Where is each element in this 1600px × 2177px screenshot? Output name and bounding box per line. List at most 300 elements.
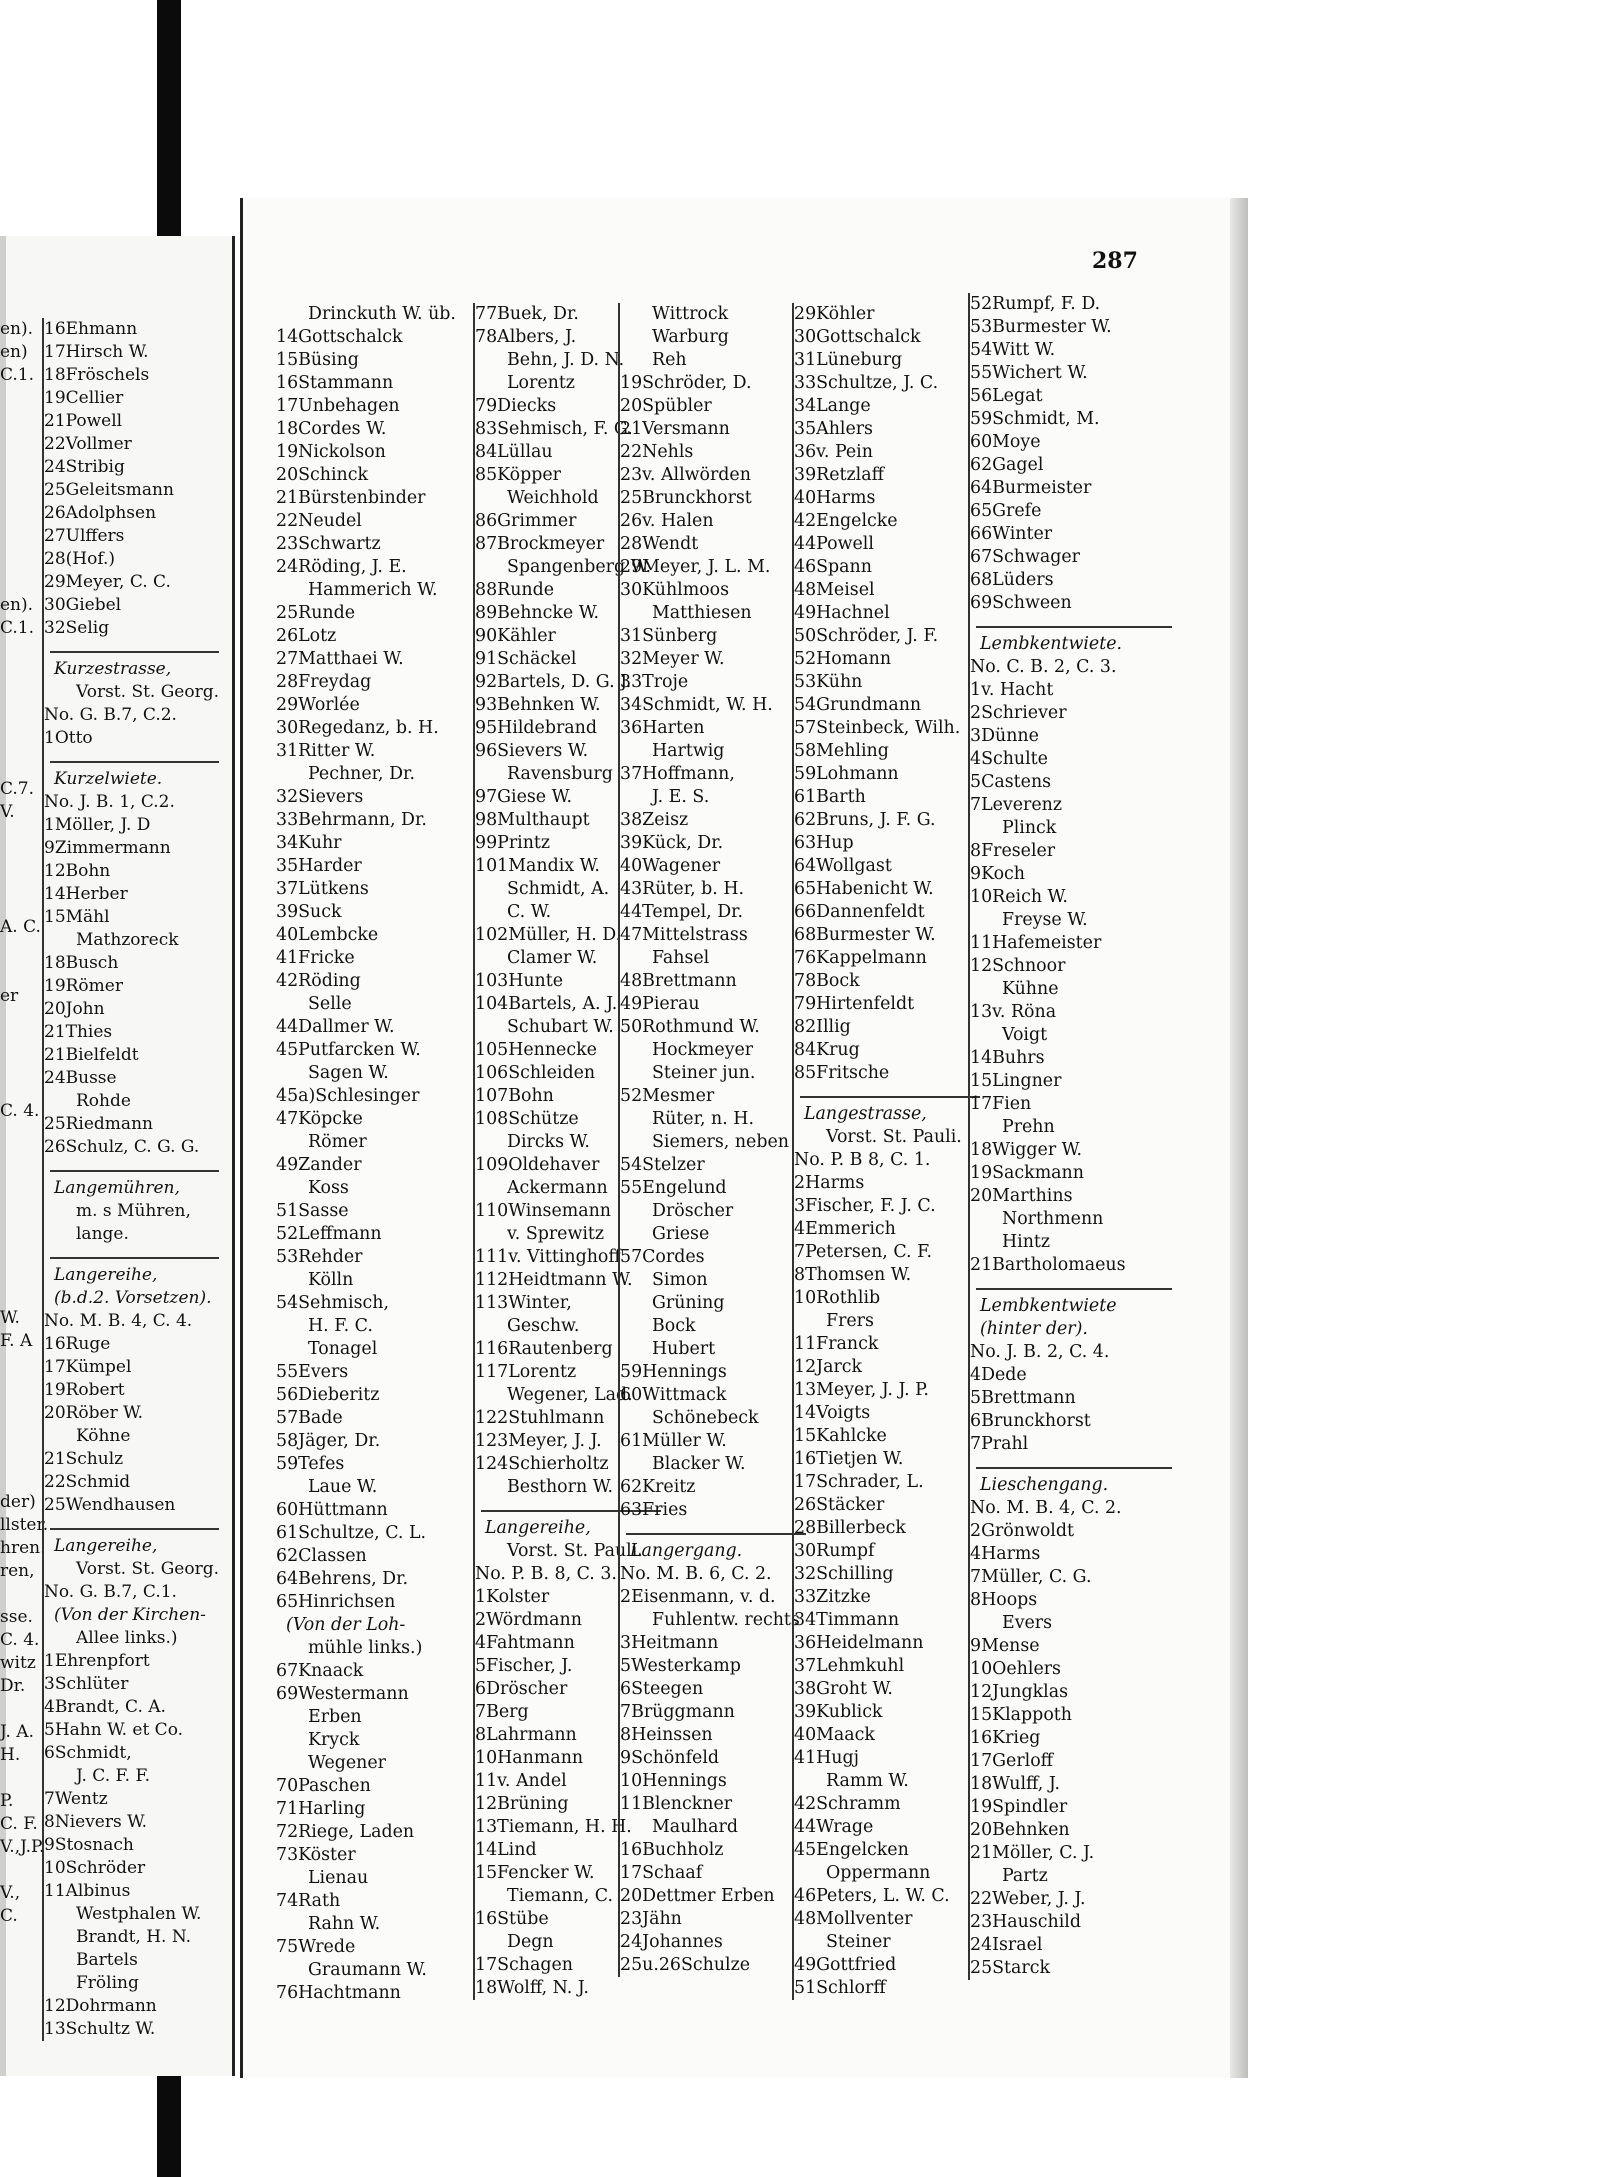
directory-entry: Geschw. [507, 1316, 580, 1336]
directory-entry: 19Sackmann [970, 1163, 1084, 1183]
directory-entry: 8Freseler [970, 841, 1056, 861]
directory-entry: Degn [507, 1932, 554, 1952]
directory-entry: 10Oehlers [970, 1659, 1061, 1679]
directory-entry: Kryck [308, 1730, 360, 1750]
directory-entry: Siemers, neben [652, 1132, 789, 1152]
directory-entry: 15Lingner [970, 1071, 1062, 1091]
directory-entry: No. M. B. 4, C. 2. [970, 1498, 1122, 1518]
directory-entry: 18Wigger W. [970, 1140, 1083, 1160]
directory-entry: 46Peters, L. W. C. [794, 1886, 950, 1906]
directory-entry [0, 1215, 40, 1238]
directory-entry: Hartwig [652, 741, 725, 761]
directory-entry: 84Lüllau [475, 442, 553, 462]
directory-entry: F. A [0, 1331, 33, 1351]
directory-entry: Grüning [652, 1293, 725, 1313]
directory-entry: 39Retzlaff [794, 465, 884, 485]
directory-entry: Reh [652, 350, 687, 370]
directory-entry: 7Müller, C. G. [970, 1567, 1092, 1587]
directory-entry: 103Hunte [475, 971, 564, 991]
directory-entry [0, 1169, 40, 1192]
directory-entry: 104Bartels, A. J. [475, 994, 618, 1014]
directory-entry [0, 709, 40, 732]
directory-entry: 4Emmerich [794, 1219, 896, 1239]
directory-entry: 13Tiemann, H. H. [475, 1817, 632, 1837]
directory-entry: 17Fien [970, 1094, 1032, 1114]
directory-entry: Kühne [1002, 979, 1059, 999]
directory-entry: 58Jäger, Dr. [276, 1431, 381, 1451]
directory-entry: Wittrock [652, 304, 729, 324]
directory-entry: 65Habenicht W. [794, 879, 934, 899]
directory-entry: 95Hildebrand [475, 718, 597, 738]
directory-entry: No. C. B. 2, C. 3. [970, 657, 1117, 677]
directory-entry: 20Marthins [970, 1186, 1073, 1206]
directory-entry: 47Mittelstrass [620, 925, 748, 945]
directory-entry: 21Möller, C. J. [970, 1843, 1095, 1863]
directory-entry: 88Runde [475, 580, 555, 600]
directory-entry [0, 939, 40, 962]
directory-entry: 25u.26Schulze [620, 1955, 751, 1975]
directory-entry: 13Meyer, J. J. P. [794, 1380, 929, 1400]
directory-entry: Selle [308, 994, 352, 1014]
directory-entry: 108Schütze [475, 1109, 579, 1129]
directory-entry: 9Zimmermann [44, 838, 171, 858]
directory-entry [0, 410, 40, 433]
directory-entry: 116Rautenberg [475, 1339, 613, 1359]
directory-entry: 17Unbehagen [276, 396, 400, 416]
directory-entry: 6Steegen [620, 1679, 704, 1699]
street-heading: Langereihe, [54, 1265, 158, 1285]
directory-entry: 38Zeisz [620, 810, 689, 830]
directory-entry: 111v. Vittinghoff [475, 1247, 621, 1267]
directory-entry: 61Barth [794, 787, 866, 807]
directory-entry: Fahsel [652, 948, 710, 968]
directory-entry [0, 1031, 40, 1054]
directory-entry: 63Hup [794, 833, 854, 853]
directory-entry: 46Spann [794, 557, 872, 577]
directory-entry: Simon [652, 1270, 708, 1290]
directory-entry: 50Schröder, J. F. [794, 626, 939, 646]
directory-entry: 105Hennecke [475, 1040, 597, 1060]
directory-entry: Wegener, Lad. [507, 1385, 633, 1405]
directory-entry: 61Müller W. [620, 1431, 727, 1451]
directory-entry: 68Lüders [970, 570, 1054, 590]
directory-entry: 34Timmann [794, 1610, 900, 1630]
directory-entry: 101Mandix W. [475, 856, 600, 876]
directory-entry: 22Vollmer [44, 434, 132, 454]
directory-entry: Tiemann, C. [507, 1886, 613, 1906]
directory-entry: Erben [308, 1707, 362, 1727]
directory-entry: 6Schmidt, [44, 1743, 132, 1763]
directory-entry: 10Hanmann [475, 1748, 584, 1768]
directory-entry: 7Prahl [970, 1434, 1029, 1454]
directory-entry: 4Brandt, C. A. [44, 1697, 166, 1717]
directory-entry: No. P. B. 8, C. 3. [475, 1564, 617, 1584]
directory-entry: Warburg [652, 327, 729, 347]
directory-entry: 4Schulte [970, 749, 1048, 769]
section-rule [50, 1246, 219, 1259]
directory-entry: 40Wagener [620, 856, 721, 876]
directory-entry: Kölln [308, 1270, 354, 1290]
directory-entry: 35Ahlers [794, 419, 873, 439]
directory-entry: 123Meyer, J. J. [475, 1431, 602, 1451]
directory-entry: Evers [1002, 1613, 1053, 1633]
directory-entry: Tonagel [308, 1339, 378, 1359]
directory-entry: V., [0, 1883, 21, 1903]
directory-entry: lange. [76, 1224, 129, 1244]
directory-entry: 36Heidelmann [794, 1633, 924, 1653]
directory-entry: 29Meyer, C. C. [44, 572, 171, 592]
directory-entry: 14Gottschalck [276, 327, 403, 347]
directory-entry: 76Kappelmann [794, 948, 927, 968]
directory-entry: Wegener [308, 1753, 386, 1773]
directory-entry: Schmidt, A. [507, 879, 610, 899]
directory-entry: 49Zander [276, 1155, 362, 1175]
directory-entry: 7Wentz [44, 1789, 108, 1809]
directory-entry: 41Hugj [794, 1748, 860, 1768]
directory-entry: 63Fries [620, 1500, 688, 1520]
directory-entry: 17Gerloff [970, 1751, 1054, 1771]
directory-entry: Clamer W. [507, 948, 598, 968]
section-rule [976, 1456, 1172, 1469]
directory-entry [0, 1146, 40, 1169]
directory-entry: 22Weber, J. J. [970, 1889, 1086, 1909]
directory-entry: 37Hoffmann, [620, 764, 735, 784]
directory-entry: 10Hennings [620, 1771, 727, 1791]
street-heading: Langereihe, [54, 1536, 158, 1556]
directory-entry: Schönebeck [652, 1408, 759, 1428]
street-heading: Lembkentwiete. [980, 634, 1123, 654]
directory-entry [0, 870, 40, 893]
directory-entry: 5Hahn W. et Co. [44, 1720, 184, 1740]
directory-entry: 54Stelzer [620, 1155, 705, 1175]
directory-entry: 15Mähl [44, 907, 110, 927]
directory-entry: 122Stuhlmann [475, 1408, 605, 1428]
directory-entry: 78Bock [794, 971, 860, 991]
directory-entry: 26Schulz, C. G. G. [44, 1137, 200, 1157]
directory-entry: 25Riedmann [44, 1114, 153, 1134]
directory-entry: 21Thies [44, 1022, 113, 1042]
directory-entry: 29Köhler [794, 304, 875, 324]
directory-entry: 17Schagen [475, 1955, 573, 1975]
directory-entry: 23Jähn [620, 1909, 682, 1929]
directory-entry: 79Diecks [475, 396, 557, 416]
directory-entry [0, 525, 40, 548]
street-heading: Kurzestrasse, [54, 659, 172, 679]
directory-entry: Brandt, H. N. [76, 1927, 192, 1947]
directory-entry: 24Röding, J. E. [276, 557, 407, 577]
directory-entry: 45a)Schlesinger [276, 1086, 420, 1106]
directory-entry: 7Petersen, C. F. [794, 1242, 932, 1262]
directory-entry: 60Hüttmann [276, 1500, 388, 1520]
directory-entry: 34Kuhr [276, 833, 342, 853]
directory-entry: C. [0, 1906, 18, 1926]
directory-entry: 26Stäcker [794, 1495, 885, 1515]
directory-entry: 31Lüneburg [794, 350, 903, 370]
directory-entry: 19Spindler [970, 1797, 1068, 1817]
directory-entry: Rohde [76, 1091, 131, 1111]
directory-entry [0, 1583, 40, 1606]
directory-entry: 32Selig [44, 618, 110, 638]
directory-entry: 36Harten [620, 718, 705, 738]
directory-entry: 37Lütkens [276, 879, 369, 899]
directory-entry: 1Möller, J. D [44, 815, 151, 835]
directory-entry [0, 1008, 40, 1031]
directory-entry: 49Hachnel [794, 603, 890, 623]
directory-entry [0, 1123, 40, 1146]
directory-entry: 9Mense [970, 1636, 1040, 1656]
directory-entry: 26Adolphsen [44, 503, 157, 523]
directory-entry: (hinter der). [980, 1319, 1088, 1339]
directory-entry: 8Heinssen [620, 1725, 713, 1745]
directory-entry: 15Kahlcke [794, 1426, 887, 1446]
directory-entry: 55Engelund [620, 1178, 727, 1198]
directory-entry: Graumann W. [308, 1960, 427, 1980]
directory-entry: 51Sasse [276, 1201, 349, 1221]
directory-entry: Spangenberg W. [507, 557, 651, 577]
directory-entry: 48Mollventer [794, 1909, 913, 1929]
directory-entry: No. P. B 8, C. 1. [794, 1150, 931, 1170]
directory-entry: 1v. Hacht [970, 680, 1054, 700]
directory-entry [0, 1238, 40, 1261]
directory-entry: 17Kümpel [44, 1357, 132, 1377]
directory-entry: 19Nickolson [276, 442, 386, 462]
directory-entry: 20Röber W. [44, 1403, 144, 1423]
directory-entry [0, 755, 40, 778]
directory-entry: 28Billerbeck [794, 1518, 906, 1538]
directory-entry: 54Sehmisch, [276, 1293, 389, 1313]
directory-entry: 42Röding [276, 971, 361, 991]
directory-entry: C.7. [0, 779, 35, 799]
street-heading: Langergang. [630, 1541, 743, 1561]
directory-entry: 20Schinck [276, 465, 369, 485]
directory-entry: 1Kolster [475, 1587, 550, 1607]
directory-entry [0, 479, 40, 502]
directory-entry: 11v. Andel [475, 1771, 567, 1791]
directory-entry: 54Witt W. [970, 340, 1056, 360]
directory-entry: 5Westerkamp [620, 1656, 741, 1676]
directory-entry: 2Schriever [970, 703, 1067, 723]
directory-entry: H. [0, 1745, 21, 1765]
directory-entry: 55Wichert W. [970, 363, 1088, 383]
directory-entry: 35Harder [276, 856, 362, 876]
directory-entry: 39Kück, Dr. [620, 833, 724, 853]
directory-entry: C. 4. [0, 1630, 40, 1650]
directory-entry: 23Schwartz [276, 534, 381, 554]
directory-entry: 18Wolff, N. J. [475, 1978, 589, 1998]
directory-entry [0, 571, 40, 594]
directory-entry: Koss [308, 1178, 349, 1198]
directory-entry: 30Rumpf [794, 1541, 875, 1561]
directory-entry: 16Ruge [44, 1334, 111, 1354]
directory-entry [0, 1353, 40, 1376]
directory-entry: 65Hinrichsen [276, 1592, 396, 1612]
directory-entry: 10Schröder [44, 1858, 146, 1878]
section-rule [50, 640, 219, 653]
directory-entry: 12Jarck [794, 1357, 863, 1377]
directory-entry: 17Hirsch W. [44, 342, 149, 362]
directory-entry: mühle links.) [308, 1638, 423, 1658]
directory-entry: ren, [0, 1561, 35, 1581]
directory-entry: 97Giese W. [475, 787, 572, 807]
directory-entry: 78Albers, J. [475, 327, 577, 347]
directory-entry: 7Brüggmann [620, 1702, 735, 1722]
directory-entry: der) [0, 1492, 36, 1512]
directory-entry: Maulhard [652, 1817, 738, 1837]
directory-entry: 76Hachtmann [276, 1983, 401, 2003]
directory-entry: Ramm W. [826, 1771, 909, 1791]
directory-entry: 21Bürstenbinder [276, 488, 426, 508]
directory-entry: Hintz [1002, 1232, 1051, 1252]
directory-entry: Laue W. [308, 1477, 378, 1497]
directory-entry [0, 1445, 40, 1468]
directory-column-5 [968, 293, 1172, 1980]
directory-entry: 39Suck [276, 902, 342, 922]
directory-entry: 19Robert [44, 1380, 125, 1400]
directory-entry: 24Stribig [44, 457, 125, 477]
directory-entry: 48Brettmann [620, 971, 737, 991]
directory-entry: Vorst. St. Pauli. [507, 1541, 643, 1561]
directory-entry: 4Harms [970, 1544, 1041, 1564]
directory-entry: 2Eisenmann, v. d. [620, 1587, 776, 1607]
directory-entry: Vorst. St. Georg. [76, 1559, 220, 1579]
directory-entry: 16Krieg [970, 1728, 1041, 1748]
directory-entry: 5Castens [970, 772, 1052, 792]
directory-entry [0, 548, 40, 571]
directory-entry: hren. [0, 1538, 46, 1558]
directory-entry [0, 732, 40, 755]
directory-entry: C. W. [507, 902, 552, 922]
directory-entry: m. s Mühren, [76, 1201, 191, 1221]
directory-entry: Lorentz [507, 373, 575, 393]
directory-entry: Matthiesen [652, 603, 752, 623]
directory-entry: 40Harms [794, 488, 876, 508]
directory-entry: 14Lind [475, 1840, 537, 1860]
directory-entry: 5Fischer, J. [475, 1656, 573, 1676]
directory-entry: 16Stammann [276, 373, 394, 393]
directory-entry: 26v. Halen [620, 511, 714, 531]
directory-entry [0, 663, 40, 686]
directory-entry: 11Blenckner [620, 1794, 733, 1814]
directory-entry: Blacker W. [652, 1454, 746, 1474]
directory-entry: 11Albinus [44, 1881, 131, 1901]
directory-entry: 22Nehls [620, 442, 694, 462]
directory-entry: 6Dröscher [475, 1679, 568, 1699]
directory-entry: (Von der Kirchen- [54, 1605, 206, 1625]
directory-entry: 60Wittmack [620, 1385, 727, 1405]
directory-entry: 2Wördmann [475, 1610, 582, 1630]
directory-entry: 66Dannenfeldt [794, 902, 925, 922]
directory-entry: (b.d.2. Vorsetzen). [54, 1288, 212, 1308]
directory-entry: 70Paschen [276, 1776, 371, 1796]
directory-entry: Besthorn W. [507, 1477, 614, 1497]
directory-entry: 68Burmester W. [794, 925, 936, 945]
directory-entry [0, 387, 40, 410]
section-rule [976, 615, 1172, 628]
directory-entry: 18Fröschels [44, 365, 150, 385]
directory-entry: 41Fricke [276, 948, 355, 968]
directory-entry: 25Wendhausen [44, 1495, 176, 1515]
directory-entry: Partz [1002, 1866, 1048, 1886]
directory-entry: 17Schrader, L. [794, 1472, 924, 1492]
directory-entry: 30Regedanz, b. H. [276, 718, 439, 738]
directory-entry: 64Burmeister [970, 478, 1092, 498]
directory-entry: Northmenn [1002, 1209, 1104, 1229]
directory-entry: 20Behnken [970, 1820, 1070, 1840]
directory-entry: Behn, J. D. N. [507, 350, 625, 370]
directory-entry: 90Kähler [475, 626, 556, 646]
directory-entry: 11Hafemeister [970, 933, 1102, 953]
directory-entry: No. M. B. 6, C. 2. [620, 1564, 772, 1584]
directory-entry: 23Hauschild [970, 1912, 1081, 1932]
directory-entry: 59Schmidt, M. [970, 409, 1100, 429]
directory-entry: 54Grundmann [794, 695, 922, 715]
directory-entry [0, 433, 40, 456]
directory-entry: 53Burmester W. [970, 317, 1112, 337]
directory-entry: 40Maack [794, 1725, 875, 1745]
street-heading: Langereihe, [485, 1518, 591, 1538]
directory-entry: Mathzoreck [76, 930, 179, 950]
directory-entry: 7Leverenz [970, 795, 1062, 815]
directory-entry: Plinck [1002, 818, 1057, 838]
directory-entry: sse. [0, 1607, 33, 1627]
directory-entry: 28(Hof.) [44, 549, 116, 569]
directory-entry: 84Krug [794, 1040, 860, 1060]
directory-entry: 4Fahtmann [475, 1633, 575, 1653]
directory-entry: 73Köster [276, 1845, 356, 1865]
directory-entry: 124Schierholtz [475, 1454, 609, 1474]
directory-entry: 8Lahrmann [475, 1725, 577, 1745]
directory-entry [0, 686, 40, 709]
directory-entry: 42Engelcke [794, 511, 898, 531]
directory-entry: 33Zitzke [794, 1587, 871, 1607]
directory-entry: 30Gottschalck [794, 327, 921, 347]
directory-entry: 48Meisel [794, 580, 875, 600]
directory-entry: Dröscher [652, 1201, 734, 1221]
street-heading: Langemühren, [54, 1178, 180, 1198]
directory-entry: 15Klappoth [970, 1705, 1072, 1725]
directory-entry: 49Gottfried [794, 1955, 897, 1975]
directory-entry: 24Busse [44, 1068, 117, 1088]
directory-entry: 31Ritter W. [276, 741, 376, 761]
directory-entry: 61Schultze, C. L. [276, 1523, 427, 1543]
directory-entry: No. J. B. 2, C. 4. [970, 1342, 1110, 1362]
directory-entry [0, 1261, 40, 1284]
directory-entry: en). [0, 595, 34, 615]
directory-entry: 85Fritsche [794, 1063, 890, 1083]
directory-entry: 8Thomsen W. [794, 1265, 912, 1285]
directory-entry: Steiner jun. [652, 1063, 756, 1083]
directory-entry [0, 1399, 40, 1422]
directory-entry: 21Powell [44, 411, 123, 431]
directory-entry: 64Wollgast [794, 856, 892, 876]
directory-entry: 21Versmann [620, 419, 730, 439]
directory-entry: en) [0, 342, 28, 362]
directory-entry: 62Classen [276, 1546, 367, 1566]
street-heading: Lembkentwiete [980, 1296, 1117, 1316]
directory-entry: 37Lehmkuhl [794, 1656, 905, 1676]
directory-entry: 117Lorentz [475, 1362, 577, 1382]
directory-column-1 [276, 303, 472, 2005]
directory-entry: Weichhold [507, 488, 599, 508]
directory-entry: 21Schulz [44, 1449, 124, 1469]
directory-entry: 59Lohmann [794, 764, 899, 784]
directory-entry: 62Gagel [970, 455, 1044, 475]
directory-entry: 12Brüning [475, 1794, 569, 1814]
directory-entry [0, 1284, 40, 1307]
directory-entry [0, 1767, 40, 1790]
directory-entry: Vorst. St. Pauli. [826, 1127, 962, 1147]
directory-entry: 12Jungklas [970, 1682, 1069, 1702]
